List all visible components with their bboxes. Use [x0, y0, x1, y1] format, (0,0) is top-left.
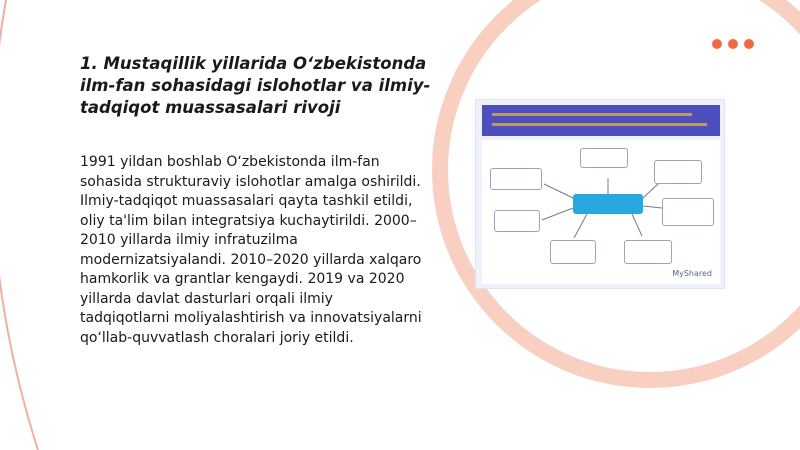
- accent-dot: [728, 39, 738, 49]
- image-diagram-node: [580, 148, 628, 168]
- image-diagram-node: [662, 198, 714, 226]
- image-watermark: MyShared: [672, 269, 712, 278]
- image-diagram-node: [494, 210, 540, 232]
- image-diagram-node: [654, 160, 702, 184]
- accent-dot: [712, 39, 722, 49]
- slide-title: 1. Mustaqillik yillarida O‘zbekistonda ilm-fan sohasidagi islohotlar va ilmiy-tadqiqot muassasalari rivoji: [80, 54, 431, 117]
- accent-dot: [744, 39, 754, 49]
- slide-body-text: 1991 yildan boshlab O‘zbekistonda ilm-fan sohasida strukturaviy islohotlar amalga oshirildi. Ilmiy-tadqiqot muassasalari qayta tashkil etildi, oliy ta'lim bilan integratsiya kuchaytirildi. 2000–2010 yillarda ilmiy infratuzilma modernizatsiyalandi. 2010–2020 yillarda xalqaro hamkorlik va grantlar kengaydi. 2019 va 2020 yillarda davlat dasturlari orqali ilmiy tadqiqotlarni moliyalashtirish va innovatsiyalarni qo‘llab-quvvatlash choralari joriy etildi.: [80, 154, 422, 346]
- image-diagram-center-node: [573, 194, 643, 214]
- image-header-band: [482, 105, 720, 136]
- image-diagram-node: [490, 168, 542, 190]
- slide-image: [475, 99, 725, 289]
- image-diagram-node: [550, 240, 596, 264]
- image-diagram: [482, 140, 720, 284]
- accent-dots: [712, 39, 754, 49]
- image-diagram-node: [624, 240, 672, 264]
